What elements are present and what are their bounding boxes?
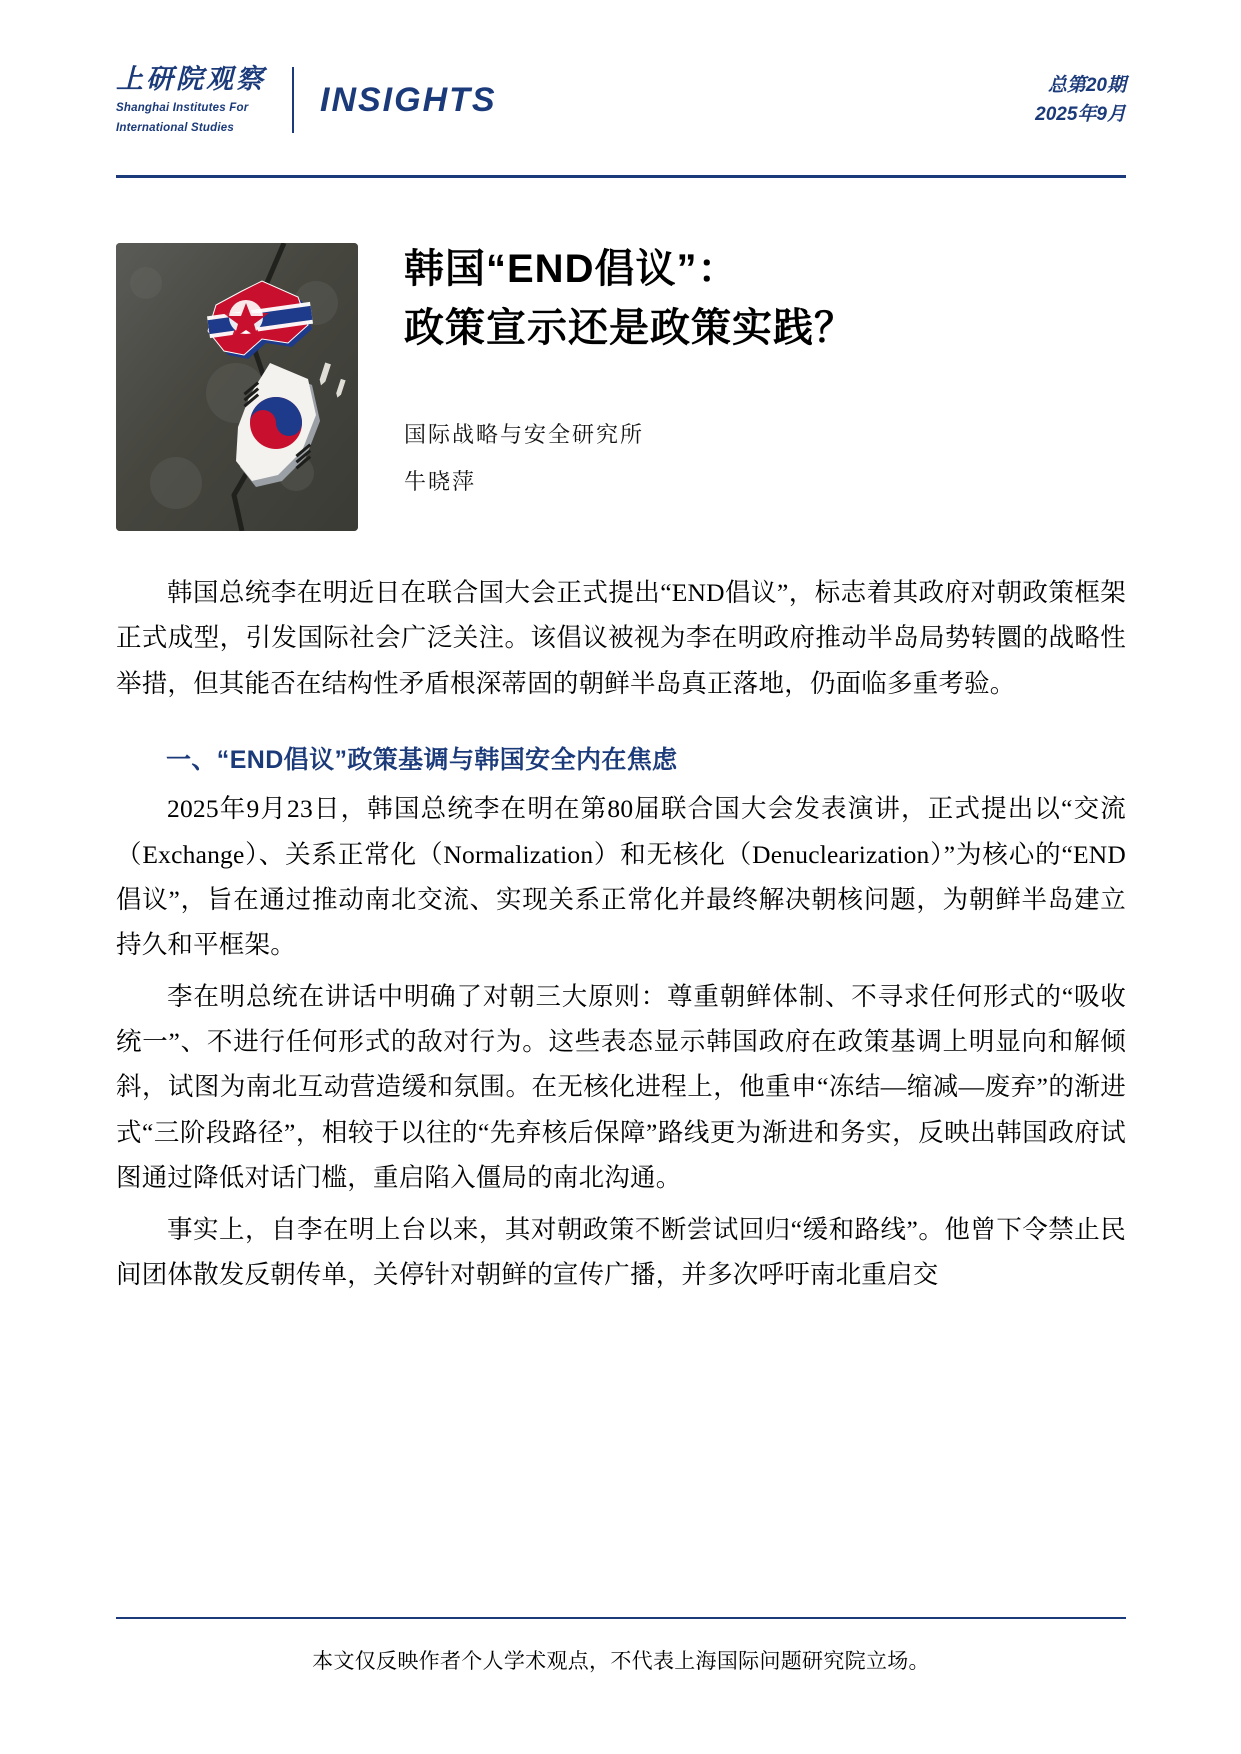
footer-disclaimer: 本文仅反映作者个人学术观点，不代表上海国际问题研究院立场。 xyxy=(312,1649,930,1673)
page-title xyxy=(404,240,1124,358)
brand-text-block xyxy=(116,63,292,136)
brand-name-english-line2: International Studies xyxy=(116,121,234,134)
brand-insights-wordmark: INSIGHTS xyxy=(320,80,497,119)
issue-date: 2025年9月 xyxy=(1035,104,1126,125)
title-line-2: 政策宣示还是政策实践？ xyxy=(404,306,855,351)
article-cover-image xyxy=(116,243,358,531)
title-block xyxy=(404,240,1124,505)
author-name: 牛晓萍 xyxy=(404,468,477,494)
body-paragraph-3: 事实上，自李在明上台以来，其对朝政策不断尝试回归“缓和路线”。他曾下令禁止民间团体散发反朝传单，关停针对朝鲜的宣传广播，并多次呼吁南北重启交 xyxy=(116,1214,1126,1289)
issue-info xyxy=(1035,71,1126,130)
brand-logo xyxy=(116,55,497,145)
body-paragraph-1: 2025年9月23日，韩国总统李在明在第80届联合国大会发表演讲，正式提出以“交流（Exchange）、关系正常化（Normalization）和无核化（Denuclearization）”为核心的“END倡议”，旨在通过推动南北交流、实现关系正常化并最终解决朝核问题，为朝鲜半岛建立持久和平框架。 xyxy=(116,794,1126,960)
section-heading-1: 一、“END倡议”政策基调与韩国安全内在焦虑 xyxy=(166,746,678,775)
footer-divider-rule xyxy=(116,1617,1126,1619)
header-divider-rule xyxy=(116,175,1126,178)
issue-number: 总第20期 xyxy=(1047,74,1126,96)
brand-name-chinese: 上研院观察 xyxy=(116,64,266,95)
lead-paragraph: 韩国总统李在明近日在联合国大会正式提出“END倡议”，标志着其政府对朝政策框架正式成型，引发国际社会广泛关注。该倡议被视为李在明政府推动半岛局势转圜的战略性举措，但其能否在结构性矛盾根深蒂固的朝鲜半岛真正落地，仍面临多重考验。 xyxy=(116,578,1126,698)
brand-name-english-line1: Shanghai Institutes For xyxy=(116,102,249,115)
title-line-1: 韩国“END倡议”： xyxy=(404,247,739,291)
byline xyxy=(404,412,1124,504)
article-body xyxy=(116,570,1126,1303)
body-paragraph-2: 李在明总统在讲话中明确了对朝三大原则：尊重朝鲜体制、不寻求任何形式的“吸收统一”、不进行任何形式的敌对行为。这些表态显示韩国政府在政策基调上明显向和解倾斜，试图为南北互动营造缓和氛围。在无核化进程上，他重申“冻结—缩减—废弃”的渐进式“三阶段路径”，相较于以往的“先弃核后保障”路线更为渐进和务实，反映出韩国政府试图通过降低对话门槛，重启陷入僵局的南北沟通。 xyxy=(116,981,1126,1193)
author-institute: 国际战略与安全研究所 xyxy=(404,422,645,448)
page-header xyxy=(116,55,1126,145)
